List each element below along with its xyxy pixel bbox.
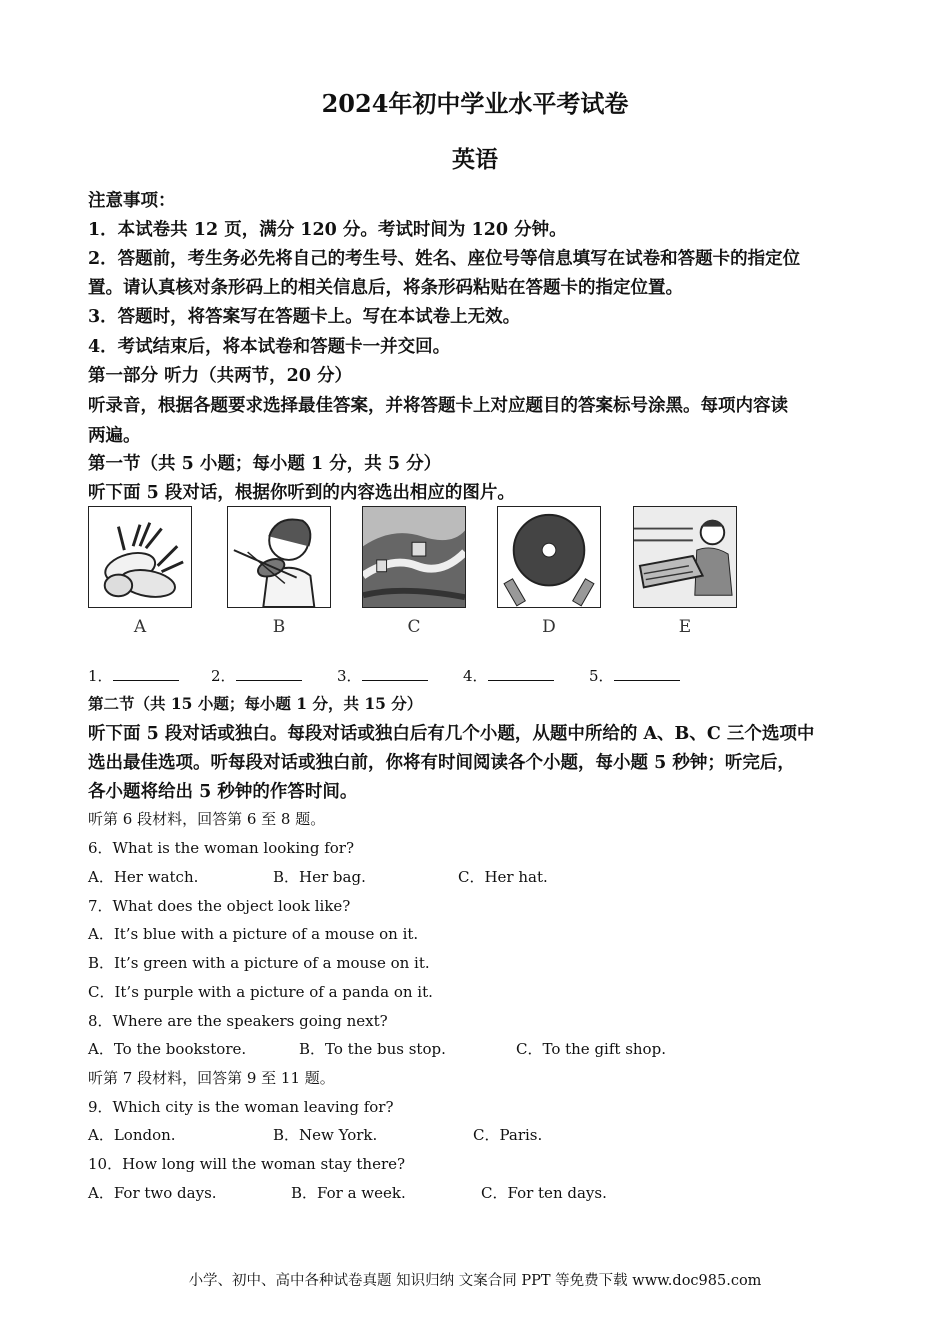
answer-blank-1[interactable]: 1． xyxy=(88,665,179,686)
question-6: 6．What is the woman looking for? xyxy=(88,839,354,857)
answer-blank-4[interactable]: 4． xyxy=(463,665,554,686)
option-6c: C．Her hat. xyxy=(458,868,548,886)
part1-heading: 第一部分 听力（共两节，20 分） xyxy=(88,366,353,386)
question-10: 10．How long will the woman stay there? xyxy=(88,1155,406,1173)
note-line: 2．答题前，考生务必先将自己的考生号、姓名、座位号等信息填写在试卷和答题卡的指定位 xyxy=(88,249,801,269)
note-line: 置。请认真核对条形码上的相关信息后，将条形码粘贴在答题卡的指定位置。 xyxy=(88,278,683,298)
option-7a: A．It’s blue with a picture of a mouse on it. xyxy=(88,925,419,943)
option-9b: B．New York. xyxy=(273,1126,378,1144)
section2-instruction: 听下面 5 段对话或独白。每段对话或独白后有几个小题，从题中所给的 A、B、C 三个选项中 xyxy=(88,724,815,744)
picture-e-cooking xyxy=(633,506,737,608)
option-10b: B．For a week. xyxy=(291,1184,406,1202)
material-6-label: 听第 6 段材料，回答第 6 至 8 题。 xyxy=(88,810,326,828)
question-8: 8．Where are the speakers going next? xyxy=(88,1012,388,1030)
exam-title: 2024年初中学业水平考试卷 xyxy=(321,89,629,118)
picture-label-e: E xyxy=(678,617,692,637)
section2-instruction: 选出最佳选项。听每段对话或独白前，你将有时间阅读各个小题，每小题 5 秒钟；听完后， xyxy=(88,753,795,773)
section2-instruction: 各小题将给出 5 秒钟的作答时间。 xyxy=(88,782,358,802)
part1-instruction: 听录音，根据各题要求选择最佳答案，并将答题卡上对应题目的答案标号涂黑。每项内容读 xyxy=(88,396,788,416)
question-7: 7．What does the object look like? xyxy=(88,897,351,915)
option-7b: B．It’s green with a picture of a mouse on it. xyxy=(88,954,430,972)
option-7c: C．It’s purple with a picture of a panda on it. xyxy=(88,983,433,1001)
option-9c: C．Paris. xyxy=(473,1126,543,1144)
picture-c-great-wall xyxy=(362,506,466,608)
answer-blank-5[interactable]: 5． xyxy=(589,665,680,686)
section2-heading: 第二节（共 15 小题；每小题 1 分，共 15 分） xyxy=(88,694,423,713)
note-line: 4．考试结束后，将本试卷和答题卡一并交回。 xyxy=(88,337,451,357)
option-6b: B．Her bag. xyxy=(273,868,366,886)
option-6a: A．Her watch. xyxy=(88,868,199,886)
page-footer: 小学、初中、高中各种试卷真题 知识归纳 文案合同 PPT 等免费下载 www.doc985.com xyxy=(188,1273,762,1289)
picture-d-ping-pong xyxy=(497,506,601,608)
picture-a-vegetables xyxy=(88,506,192,608)
notes-heading: 注意事项： xyxy=(88,191,176,211)
picture-label-d: D xyxy=(542,617,556,637)
answer-blank-3[interactable]: 3． xyxy=(337,665,428,686)
answer-blank-2[interactable]: 2． xyxy=(211,665,302,686)
option-8b: B．To the bus stop. xyxy=(299,1040,446,1058)
picture-label-b: B xyxy=(272,617,286,637)
part1-instruction: 两遍。 xyxy=(88,426,141,446)
picture-label-a: A xyxy=(133,617,147,637)
option-10a: A．For two days. xyxy=(88,1184,217,1202)
note-line: 1．本试卷共 12 页，满分 120 分。考试时间为 120 分钟。 xyxy=(88,220,567,240)
option-10c: C．For ten days. xyxy=(481,1184,607,1202)
question-9: 9．Which city is the woman leaving for? xyxy=(88,1098,394,1116)
option-8a: A．To the bookstore. xyxy=(88,1040,247,1058)
section1-heading: 第一节（共 5 小题；每小题 1 分，共 5 分） xyxy=(88,454,442,474)
picture-label-c: C xyxy=(407,617,421,637)
section1-instruction: 听下面 5 段对话，根据你听到的内容选出相应的图片。 xyxy=(88,483,515,503)
subject-title: 英语 xyxy=(452,146,498,173)
option-9a: A．London. xyxy=(88,1126,176,1144)
option-8c: C．To the gift shop. xyxy=(516,1040,666,1058)
picture-b-violin xyxy=(227,506,331,608)
note-line: 3．答题时，将答案写在答题卡上。写在本试卷上无效。 xyxy=(88,307,521,327)
material-7-label: 听第 7 段材料，回答第 9 至 11 题。 xyxy=(88,1069,335,1087)
